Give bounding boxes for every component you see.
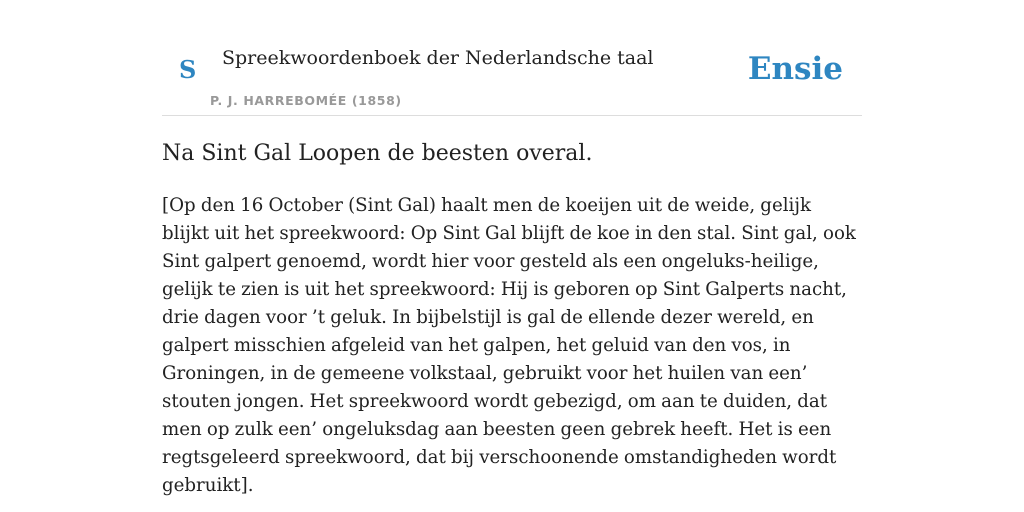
entry-headword: Na Sint Gal Loopen de beesten overal. — [162, 141, 593, 166]
ensie-logo[interactable]: Ensie — [747, 51, 843, 87]
entry-body: [Op den 16 October (Sint Gal) haalt men de koeijen uit de weide, gelijk blijkt uit het spreekwoord: Op Sint Gal blijft de koe in den stal. Sint gal, ook Sint galpert genoemd, wordt hier voor gesteld als een ongeluks-heilige, gelijk te zien is uit het spreekwoord: Hij is geboren op Sint Galperts nacht, drie dagen voor ’t geluk. In bijbelstijl is gal de ellende dezer wereld, en galpert misschien afgeleid van het galpen, het geluid van den vos, in Groningen, in de gemeene volkstaal, gebruikt voor het huilen van een’ stouten jongen. Het spreekwoord wordt gebezigd, om aan te duiden, dat men op zulk een’ ongeluksdag aan beesten geen gebrek heeft. Het is een regtsgeleerd spreekwoord, dat bij verschoonende omstandigheden wordt gebruikt]. — [162, 195, 856, 496]
author-label: P. J. HARREBOMÉE (1858) — [210, 93, 402, 108]
book-title-link[interactable]: Spreekwoordenboek der Nederlandsche taal — [222, 47, 654, 69]
source-badge: S — [179, 55, 197, 84]
entry-header — [162, 0, 862, 116]
entry-card — [162, 0, 862, 512]
